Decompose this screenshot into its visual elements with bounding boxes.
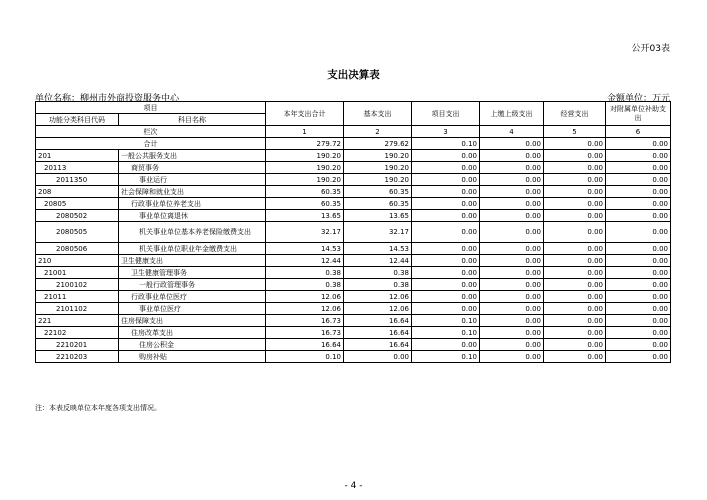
subject-name-cell: 事业单位离退休 bbox=[119, 210, 266, 222]
subject-name-cell: 事业单位医疗 bbox=[119, 303, 266, 315]
func-code-cell: 2080506 bbox=[36, 243, 119, 255]
table-row bbox=[36, 255, 671, 267]
amount-cell: 13.65 bbox=[266, 210, 344, 222]
amount-cell: 0.00 bbox=[544, 303, 606, 315]
total-label: 合计 bbox=[36, 138, 266, 150]
subject-name-cell: 购房补贴 bbox=[119, 351, 266, 363]
func-code-cell: 2100102 bbox=[36, 279, 119, 291]
header-subject-name: 科目名称 bbox=[119, 114, 266, 126]
col-num-6: 6 bbox=[606, 126, 671, 138]
amount-cell: 0.00 bbox=[412, 279, 480, 291]
amount-cell: 0.00 bbox=[412, 291, 480, 303]
amount-cell: 12.06 bbox=[266, 291, 344, 303]
header-item: 项目 bbox=[36, 102, 266, 114]
table-row bbox=[36, 222, 671, 243]
table-row bbox=[36, 243, 671, 255]
amount-cell: 0.00 bbox=[606, 351, 671, 363]
amount-cell: 0.00 bbox=[412, 222, 480, 243]
func-code-cell: 210 bbox=[36, 255, 119, 267]
amount-cell: 0.00 bbox=[480, 267, 544, 279]
table-row bbox=[36, 150, 671, 162]
func-code-cell: 221 bbox=[36, 315, 119, 327]
amount-cell: 0.00 bbox=[480, 291, 544, 303]
amount-cell: 0.00 bbox=[412, 150, 480, 162]
func-code-cell: 2080505 bbox=[36, 222, 119, 243]
amount-cell: 0.00 bbox=[544, 339, 606, 351]
amount-cell: 0.00 bbox=[606, 174, 671, 186]
amount-cell: 0.00 bbox=[606, 279, 671, 291]
amount-cell: 0.00 bbox=[480, 339, 544, 351]
table-row bbox=[36, 291, 671, 303]
amount-cell: 0.00 bbox=[606, 315, 671, 327]
amount-cell: 0.00 bbox=[480, 222, 544, 243]
amount-cell: 0.38 bbox=[344, 267, 412, 279]
amount-cell: 60.35 bbox=[266, 186, 344, 198]
amount-cell: 0.00 bbox=[544, 186, 606, 198]
amount-cell: 0.00 bbox=[480, 279, 544, 291]
unit-name: 单位名称：柳州市外商投资服务中心 bbox=[35, 94, 180, 104]
amount-cell: 0.00 bbox=[480, 198, 544, 210]
page-number: - 4 - bbox=[344, 481, 363, 491]
col-num-1: 1 bbox=[266, 126, 344, 138]
subject-name-cell: 一般公共服务支出 bbox=[119, 150, 266, 162]
subject-name-cell: 一般行政管理事务 bbox=[119, 279, 266, 291]
amount-cell: 0.00 bbox=[544, 267, 606, 279]
col-num-2: 2 bbox=[344, 126, 412, 138]
header-func-code: 功能分类科目代码 bbox=[36, 114, 119, 126]
amount-cell: 0.00 bbox=[480, 243, 544, 255]
money-unit: 金额单位：万元 bbox=[606, 94, 670, 104]
func-code-cell: 2080502 bbox=[36, 210, 119, 222]
column-number-row bbox=[36, 126, 671, 138]
amount-cell: 16.64 bbox=[344, 315, 412, 327]
amount-cell: 0.00 bbox=[606, 327, 671, 339]
amount-cell: 0.00 bbox=[606, 186, 671, 198]
amount-cell: 0.00 bbox=[412, 162, 480, 174]
amount-cell: 0.00 bbox=[606, 303, 671, 315]
func-code-cell: 2011350 bbox=[36, 174, 119, 186]
footnote: 注：本表反映单位本年度各项支出情况。 bbox=[35, 404, 161, 412]
amount-cell: 0.00 bbox=[606, 150, 671, 162]
amount-cell: 0.00 bbox=[480, 303, 544, 315]
amount-cell: 190.20 bbox=[344, 174, 412, 186]
amount-cell: 0.00 bbox=[544, 174, 606, 186]
amount-cell: 0.00 bbox=[412, 198, 480, 210]
amount-cell: 0.38 bbox=[266, 279, 344, 291]
amount-cell: 0.00 bbox=[480, 255, 544, 267]
func-code-cell: 201 bbox=[36, 150, 119, 162]
amount-cell: 0.00 bbox=[412, 174, 480, 186]
header-col-6: 对附属单位补助支出 bbox=[606, 102, 671, 126]
subject-name-cell: 机关事业单位职业年金缴费支出 bbox=[119, 243, 266, 255]
amount-cell: 0.00 bbox=[544, 255, 606, 267]
func-code-cell: 208 bbox=[36, 186, 119, 198]
header-col-3: 项目支出 bbox=[412, 102, 480, 126]
table-row bbox=[36, 315, 671, 327]
amount-cell: 0.00 bbox=[480, 210, 544, 222]
amount-cell: 0.00 bbox=[480, 315, 544, 327]
amount-cell: 16.73 bbox=[266, 327, 344, 339]
total-row bbox=[36, 138, 671, 150]
amount-cell: 32.17 bbox=[344, 222, 412, 243]
total-value: 0.10 bbox=[412, 138, 480, 150]
subject-name-cell: 行政事业单位医疗 bbox=[119, 291, 266, 303]
table-row bbox=[36, 186, 671, 198]
table-code: 公开03表 bbox=[631, 44, 670, 54]
table-row bbox=[36, 339, 671, 351]
total-value: 0.00 bbox=[606, 138, 671, 150]
header-col-2: 基本支出 bbox=[344, 102, 412, 126]
amount-cell: 0.38 bbox=[344, 279, 412, 291]
total-value: 0.00 bbox=[544, 138, 606, 150]
amount-cell: 0.00 bbox=[544, 315, 606, 327]
header-col-4: 上缴上级支出 bbox=[480, 102, 544, 126]
func-code-cell: 2210203 bbox=[36, 351, 119, 363]
amount-cell: 12.44 bbox=[266, 255, 344, 267]
amount-cell: 0.38 bbox=[266, 267, 344, 279]
amount-cell: 190.20 bbox=[344, 150, 412, 162]
amount-cell: 0.00 bbox=[606, 339, 671, 351]
table-row bbox=[36, 303, 671, 315]
amount-cell: 0.00 bbox=[480, 186, 544, 198]
amount-cell: 0.00 bbox=[606, 198, 671, 210]
func-code-cell: 20805 bbox=[36, 198, 119, 210]
amount-cell: 0.00 bbox=[412, 210, 480, 222]
amount-cell: 190.20 bbox=[266, 150, 344, 162]
amount-cell: 0.00 bbox=[412, 267, 480, 279]
amount-cell: 0.10 bbox=[412, 351, 480, 363]
subject-name-cell: 社会保障和就业支出 bbox=[119, 186, 266, 198]
amount-cell: 60.35 bbox=[266, 198, 344, 210]
subject-name-cell: 行政事业单位养老支出 bbox=[119, 198, 266, 210]
subject-name-cell: 卫生健康管理事务 bbox=[119, 267, 266, 279]
amount-cell: 0.00 bbox=[480, 174, 544, 186]
amount-cell: 0.00 bbox=[412, 243, 480, 255]
amount-cell: 0.00 bbox=[544, 198, 606, 210]
amount-cell: 0.00 bbox=[480, 150, 544, 162]
amount-cell: 0.00 bbox=[544, 162, 606, 174]
subject-name-cell: 住房公积金 bbox=[119, 339, 266, 351]
header-col-1: 本年支出合计 bbox=[266, 102, 344, 126]
amount-cell: 13.65 bbox=[344, 210, 412, 222]
func-code-cell: 20113 bbox=[36, 162, 119, 174]
func-code-cell: 21011 bbox=[36, 291, 119, 303]
amount-cell: 16.64 bbox=[344, 339, 412, 351]
table-row bbox=[36, 198, 671, 210]
amount-cell: 0.00 bbox=[480, 162, 544, 174]
header-col-5: 经营支出 bbox=[544, 102, 606, 126]
amount-cell: 0.00 bbox=[606, 291, 671, 303]
amount-cell: 60.35 bbox=[344, 186, 412, 198]
amount-cell: 0.00 bbox=[544, 291, 606, 303]
table-row bbox=[36, 210, 671, 222]
subject-name-cell: 卫生健康支出 bbox=[119, 255, 266, 267]
amount-cell: 12.44 bbox=[344, 255, 412, 267]
subject-name-cell: 机关事业单位基本养老保险缴费支出 bbox=[119, 222, 266, 243]
table-row bbox=[36, 351, 671, 363]
amount-cell: 0.10 bbox=[266, 351, 344, 363]
func-code-cell: 22102 bbox=[36, 327, 119, 339]
amount-cell: 190.20 bbox=[344, 162, 412, 174]
amount-cell: 16.64 bbox=[266, 339, 344, 351]
amount-cell: 0.00 bbox=[344, 351, 412, 363]
func-code-cell: 2101102 bbox=[36, 303, 119, 315]
amount-cell: 0.00 bbox=[606, 210, 671, 222]
amount-cell: 0.00 bbox=[412, 255, 480, 267]
amount-cell: 0.00 bbox=[606, 222, 671, 243]
subject-name-cell: 住房保障支出 bbox=[119, 315, 266, 327]
amount-cell: 0.00 bbox=[480, 327, 544, 339]
amount-cell: 0.00 bbox=[412, 303, 480, 315]
total-value: 279.72 bbox=[266, 138, 344, 150]
amount-cell: 12.06 bbox=[266, 303, 344, 315]
table-row bbox=[36, 279, 671, 291]
subject-name-cell: 事业运行 bbox=[119, 174, 266, 186]
amount-cell: 14.53 bbox=[344, 243, 412, 255]
func-code-cell: 21001 bbox=[36, 267, 119, 279]
total-value: 0.00 bbox=[480, 138, 544, 150]
amount-cell: 0.00 bbox=[544, 351, 606, 363]
amount-cell: 14.53 bbox=[266, 243, 344, 255]
amount-cell: 190.20 bbox=[266, 162, 344, 174]
amount-cell: 16.73 bbox=[266, 315, 344, 327]
amount-cell: 0.00 bbox=[480, 351, 544, 363]
table-row bbox=[36, 327, 671, 339]
amount-cell: 0.00 bbox=[544, 243, 606, 255]
table-row bbox=[36, 267, 671, 279]
table-row bbox=[36, 162, 671, 174]
column-row-label: 栏次 bbox=[36, 126, 266, 138]
amount-cell: 12.06 bbox=[344, 303, 412, 315]
col-num-3: 3 bbox=[412, 126, 480, 138]
amount-cell: 0.00 bbox=[544, 279, 606, 291]
subject-name-cell: 住房改革支出 bbox=[119, 327, 266, 339]
amount-cell: 0.10 bbox=[412, 327, 480, 339]
func-code-cell: 2210201 bbox=[36, 339, 119, 351]
table-row bbox=[36, 174, 671, 186]
amount-cell: 0.00 bbox=[412, 339, 480, 351]
amount-cell: 16.64 bbox=[344, 327, 412, 339]
amount-cell: 0.00 bbox=[606, 162, 671, 174]
amount-cell: 0.00 bbox=[544, 150, 606, 162]
amount-cell: 32.17 bbox=[266, 222, 344, 243]
amount-cell: 0.00 bbox=[544, 327, 606, 339]
header-row bbox=[36, 102, 671, 114]
amount-cell: 0.00 bbox=[606, 243, 671, 255]
amount-cell: 0.00 bbox=[544, 210, 606, 222]
col-num-5: 5 bbox=[544, 126, 606, 138]
amount-cell: 0.00 bbox=[544, 222, 606, 243]
total-value: 279.62 bbox=[344, 138, 412, 150]
amount-cell: 0.00 bbox=[412, 186, 480, 198]
expenditure-table bbox=[35, 101, 671, 363]
subject-name-cell: 商贸事务 bbox=[119, 162, 266, 174]
amount-cell: 0.00 bbox=[606, 255, 671, 267]
amount-cell: 60.35 bbox=[344, 198, 412, 210]
col-num-4: 4 bbox=[480, 126, 544, 138]
amount-cell: 0.10 bbox=[412, 315, 480, 327]
page-title: 支出决算表 bbox=[327, 69, 380, 81]
amount-cell: 190.20 bbox=[266, 174, 344, 186]
amount-cell: 12.06 bbox=[344, 291, 412, 303]
amount-cell: 0.00 bbox=[606, 267, 671, 279]
